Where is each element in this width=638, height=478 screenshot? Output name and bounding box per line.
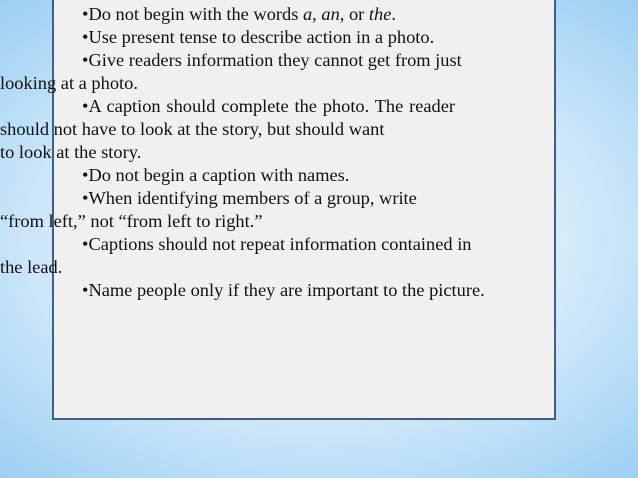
bullet-continuation: the lead. [0, 257, 63, 277]
bullet-text: •Do not begin a caption with names. [82, 165, 350, 185]
bullet-item-articles [82, 3, 560, 26]
bullet-continuation: to look at the story. [0, 142, 142, 162]
bullet-line: •A caption should complete the photo. The reader [82, 96, 456, 116]
bullet-item-information [0, 49, 560, 95]
bullet-item-group [0, 187, 560, 233]
bullet-item-complete-photo [0, 95, 560, 164]
bullet-item-important-people [82, 279, 560, 302]
bullet-item-present-tense [82, 26, 560, 49]
bullet-continuation: should not have to look at the story, but should want [0, 119, 385, 139]
bullet-text: . [391, 4, 396, 24]
bullet-continuation: “from left,” not “from left to right.” [0, 211, 263, 231]
bullet-emphasis: the [368, 4, 392, 24]
caption-rules-list [0, 3, 560, 302]
bullet-text: •Name people only if they are important to the picture. [82, 280, 485, 300]
bullet-line: •When identifying members of a group, write [82, 188, 417, 208]
bullet-line: •Give readers information they cannot get from just [82, 50, 462, 70]
bullet-text: •Do not begin with the words [82, 4, 303, 24]
bullet-line: •Captions should not repeat information contained in [82, 234, 472, 254]
bullet-item-no-names [82, 164, 560, 187]
bullet-emphasis: a, an, [302, 4, 345, 24]
bullet-item-lead [0, 233, 560, 279]
bullet-continuation: looking at a photo. [0, 73, 138, 93]
bullet-text: or [344, 4, 369, 24]
bullet-text: •Use present tense to describe action in a photo. [82, 27, 435, 47]
